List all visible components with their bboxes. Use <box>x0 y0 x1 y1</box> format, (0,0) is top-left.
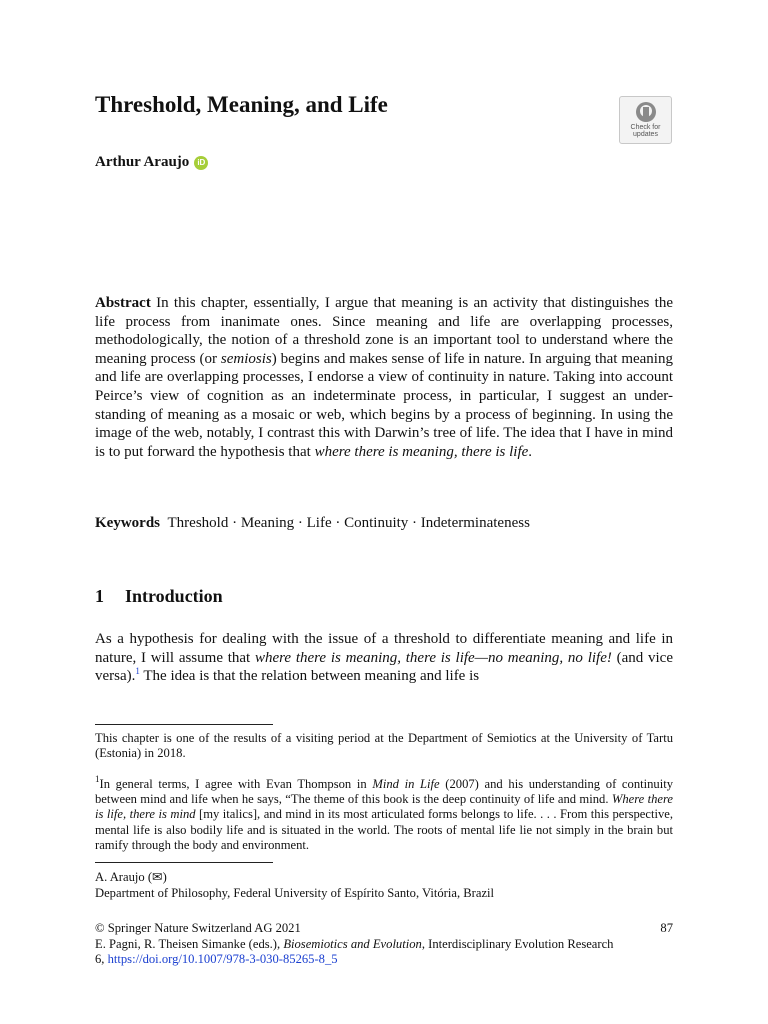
section-number: 1 <box>95 586 104 606</box>
affiliation-name: A. Araujo ( <box>95 870 153 884</box>
abstract-text-1: In this chapter, essentially, I argue that meaning is an activity that distinguishes the life process from inanimate ones. Since meaning and life are overlapping processes, methodologically, the notion of a threshold zone is an important tool to understand where the meaning process (or <box>95 295 673 367</box>
check-for-updates-icon <box>635 101 657 123</box>
intro-text-2: (and vice versa). <box>95 649 673 685</box>
footnote-ref-1[interactable]: 1 <box>135 666 140 677</box>
author-line <box>95 154 208 171</box>
affiliation-name-close: ) <box>162 870 167 884</box>
check-for-updates-label: Check for updates <box>630 124 661 138</box>
abstract-label: Abstract <box>95 295 151 311</box>
chapter-title: Threshold, Meaning, and Life <box>95 92 388 117</box>
citation-italic: Biosemiotics and Evolution <box>283 937 422 951</box>
affiliation-department: Department of Philosophy, Federal University of Espírito Santo, Vitória, Brazil <box>95 886 495 900</box>
keywords-line <box>95 514 673 533</box>
footnote-1-text-a: In general terms, I agree with Evan Thompson in <box>99 777 373 791</box>
section-title: Introduction <box>125 586 223 606</box>
section-heading <box>95 586 223 607</box>
footnote-1-italic-2: Where there is life, there is mind <box>95 792 673 822</box>
abstract-italic-2: where there is meaning, there is life <box>314 443 529 460</box>
footnote-1-italic-1: Mind in Life <box>372 777 440 791</box>
keywords-list: Threshold · Meaning · Life · Continuity · Indeterminateness <box>167 515 530 531</box>
check-for-updates-button[interactable] <box>619 96 672 144</box>
abstract-paragraph <box>95 294 673 461</box>
abstract-italic-1: semiosis <box>220 350 272 367</box>
envelope-icon[interactable]: ✉ <box>152 870 163 884</box>
citation-text-a: E. Pagni, R. Theisen Simanke (eds.), <box>95 937 284 951</box>
introduction-paragraph <box>95 630 673 686</box>
footnote-1-number: 1 <box>95 774 100 784</box>
abstract-text-2: ) begins and makes sense of life in nature. In arguing that meaning and life are overlapping processes, I endorse a view of continuity in nature. Taking into account Peirce’s view of cognition as an indeterminate process, in particular, I suggest an under-standing of meaning as a mosaic or web, which begins by a process of beginning. In using the image of the web, notably, I contrast this with Darwin’s tree of life. The idea that I have in mind is to put forward the hypothesis that <box>95 350 673 460</box>
footnote-chapter-note: This chapter is one of the results of a visiting period at the Department of Semiotics at the University of Tartu (Estonia) in 2018. <box>95 731 673 761</box>
affiliation-divider <box>95 862 273 863</box>
doi-link[interactable]: https://doi.org/10.1007/978-3-030-85265-8_5 <box>107 952 338 967</box>
footnote-1-text-b: (2007) and his understanding of continuity between mind and life when he says, “The theme of this book is the deep continuity of life and mind. <box>95 777 673 807</box>
intro-italic: where there is meaning, there is life—no meaning, no life! <box>254 649 612 666</box>
affiliation-author <box>95 870 167 885</box>
abstract-text-3: . <box>528 443 533 460</box>
author-name: Arthur Araujo <box>95 154 190 170</box>
citation-line <box>95 937 615 968</box>
page-number: 87 <box>660 921 673 935</box>
keywords-label: Keywords <box>95 515 160 531</box>
footnote-divider <box>95 724 273 725</box>
orcid-icon[interactable]: iD <box>194 156 208 170</box>
footnote-1 <box>95 774 673 853</box>
citation-text-b: , Interdisciplinary Evolution Research 6, <box>95 937 614 967</box>
intro-text-1: As a hypothesis for dealing with the issue of a threshold to differentiate meaning and life in nature, I will assume that <box>95 631 673 666</box>
copyright-line: © Springer Nature Switzerland AG 2021 <box>95 921 301 935</box>
intro-text-3: The idea is that the relation between meaning and life is <box>139 668 480 685</box>
footnote-1-text-c: [my italics], and mind in its most articulated forms belongs to life. . . . From this perspective, mental life is also bodily life and is situated in the world. The roots of mental life lie not simply in the brain but ramify through the body and environment. <box>95 807 673 852</box>
